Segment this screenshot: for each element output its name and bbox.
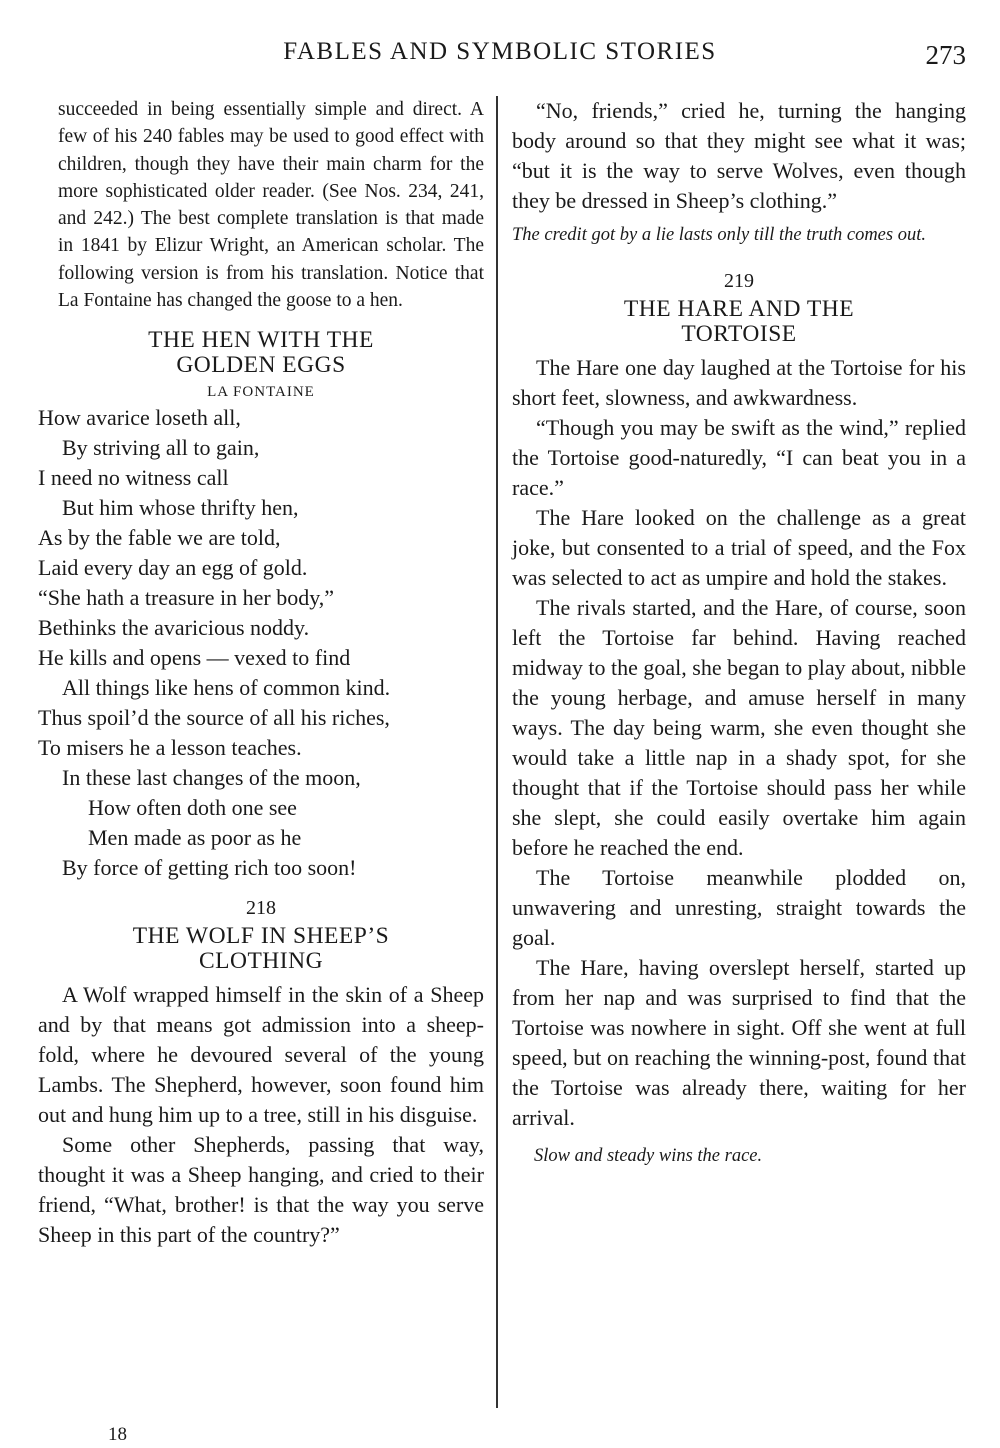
fable-number: 218 xyxy=(246,897,276,920)
poem-line: Bethinks the avaricious noddy. xyxy=(38,615,310,641)
fable-title-line: GOLDEN EGGS xyxy=(176,352,346,379)
column-divider xyxy=(496,96,498,1408)
fable-moral: The credit got by a lie lasts only till the truth comes out. xyxy=(512,225,926,245)
poem-line: All things like hens of common kind. xyxy=(62,675,391,701)
left-column xyxy=(38,96,484,1250)
body-paragraph: The Tortoise meanwhile plodded on, unwavering and unresting, straight towards the goal. xyxy=(512,865,966,950)
fable-author: LA FONTAINE xyxy=(207,384,315,401)
poem-line: “She hath a treasure in her body,” xyxy=(38,585,335,611)
body-paragraph: The rivals started, and the Hare, of course, soon left the Tortoise far behind. Having reached midway to the goal, she began to play about, nibble the young herbage, and amuse herself in many ways. The day being warm, she even thought she would take a little nap in a shady spot, for she thought that if the Tortoise should pass her while she slept, she could easily overtake him again before he reached the end. xyxy=(512,595,966,860)
poem-line: He kills and opens — vexed to find xyxy=(38,645,351,671)
poem-line: But him whose thrifty hen, xyxy=(62,495,299,521)
poem-line: To misers he a lesson teaches. xyxy=(38,735,302,761)
fable-title xyxy=(38,328,484,378)
body-paragraph: The Hare one day laughed at the Tortoise for his short feet, slowness, and awkwardness. xyxy=(512,355,966,410)
fable-number: 219 xyxy=(724,270,754,292)
poem-line: By force of getting rich too soon! xyxy=(62,855,357,881)
poem-line: Thus spoil’d the source of all his riches, xyxy=(38,705,390,731)
fable-title-line: THE WOLF IN SHEEP’S xyxy=(132,923,390,950)
body-paragraph: A Wolf wrapped himself in the skin of a Sheep and by that means got admission into a sheep-fold, where he devoured several of the young Lambs. The Shepherd, however, soon found him out and hung him up to a tree, still in his disguise. xyxy=(38,982,484,1128)
page-number: 273 xyxy=(925,40,966,70)
fable-title-line: THE HARE AND THE xyxy=(623,296,855,322)
body-paragraph: “Though you may be swift as the wind,” replied the Tortoise good-naturedly, “I can beat you in a race.” xyxy=(512,415,966,500)
body-paragraph: The Hare, having overslept herself, started up from her nap and was surprised to find that the Tortoise was nowhere in sight. Off she went at full speed, but on reaching the winning-post, found that the Tortoise was already there, waiting for her arrival. xyxy=(512,955,966,1130)
fable-title xyxy=(38,924,484,974)
poem-line: How often doth one see xyxy=(88,795,297,821)
fable-title-line: THE HEN WITH THE xyxy=(148,327,374,354)
poem-line: How avarice loseth all, xyxy=(38,405,241,431)
poem-line: Laid every day an egg of gold. xyxy=(38,555,308,581)
poem xyxy=(38,403,484,883)
fable-moral: Slow and steady wins the race. xyxy=(534,1146,763,1166)
fable-title xyxy=(512,297,966,347)
fable-title-line: TORTOISE xyxy=(681,321,797,347)
running-header-title: FABLES AND SYMBOLIC STORIES xyxy=(283,38,717,65)
body-paragraph: The Hare looked on the challenge as a great joke, but consented to a trial of speed, and the Fox was selected to act as umpire and hold the stakes. xyxy=(512,505,966,590)
body-paragraph: Some other Shepherds, passing that way, thought it was a Sheep hanging, and cried to their friend, “What, brother! is that the way you serve Sheep in this part of the country?” xyxy=(38,1132,484,1248)
poem-line: Men made as poor as he xyxy=(88,825,302,851)
signature-mark: 18 xyxy=(108,1424,127,1445)
body-paragraph: “No, friends,” cried he, turning the hanging body around so that they might see what it was; “but it is the way to serve Wolves, even though they be dressed in Sheep’s clothing.” xyxy=(512,98,966,213)
right-column xyxy=(512,96,966,1177)
poem-line: As by the fable we are told, xyxy=(38,525,281,551)
fable-title-line: CLOTHING xyxy=(198,948,324,975)
poem-line: In these last changes of the moon, xyxy=(62,765,361,791)
poem-line: By striving all to gain, xyxy=(62,435,260,461)
poem-line: I need no witness call xyxy=(38,465,229,491)
intro-paragraph: succeeded in being essentially simple and direct. A few of his 240 fables may be used to good effect with children, though they have their main charm for the more sophisticated older reader. (See Nos. 234, 241, and 242.) The best complete translation is that made in 1841 by Elizur Wright, an American scholar. The following version is from his translation. Notice that La Fontaine has changed the goose to a hen. xyxy=(58,99,484,312)
